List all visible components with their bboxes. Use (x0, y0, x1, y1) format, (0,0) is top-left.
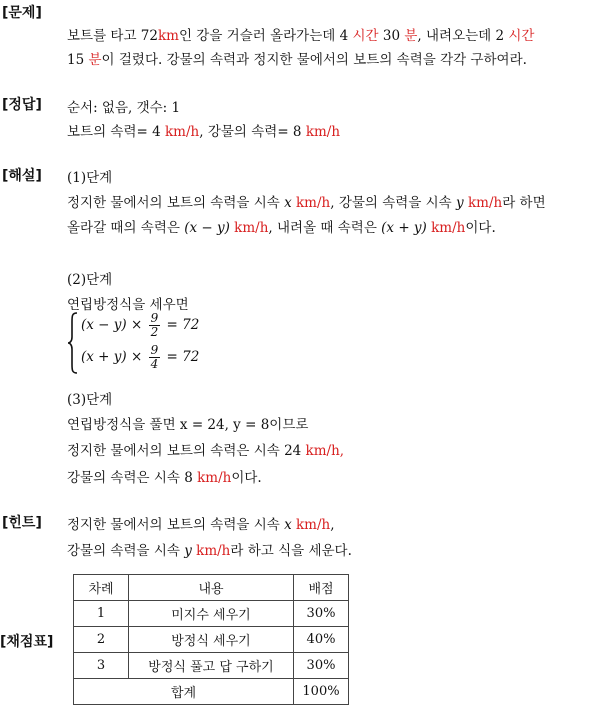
hint-line-2: 강물의 속력을 시속 y km/h라 하고 식을 세운다. (67, 543, 352, 559)
step-3-title: (3)단계 (67, 392, 113, 408)
scoring-label: [채점표] (0, 634, 54, 650)
hint-line-1: 정지한 물에서의 보트의 속력을 시속 x km/h, (67, 517, 335, 533)
step-2-line-a: 연립방정식을 세우면 (67, 297, 189, 313)
row-3-points: 30% (294, 653, 349, 679)
answer-line-2: 보트의 속력= 4 km/h, 강물의 속력= 8 km/h (67, 124, 341, 140)
table-row (74, 627, 349, 653)
step-2-title: (2)단계 (67, 272, 113, 288)
table-header-row (74, 575, 349, 601)
fraction-9-over-2: $\frac{9}{2}$ (150, 311, 159, 339)
answer-label: [정답] (2, 97, 42, 113)
header-order: 차례 (74, 575, 129, 601)
fraction-9-over-4: $\frac{9}{4}$ (150, 343, 159, 371)
scoring-table (73, 574, 349, 705)
hint-label: [힌트] (2, 515, 42, 531)
equation-system (67, 312, 227, 374)
row-1-points: 30% (294, 601, 349, 627)
row-2-order: 2 (74, 627, 129, 653)
row-1-order: 1 (74, 601, 129, 627)
step-3-line-c: 강물의 속력은 시속 8 km/h이다. (67, 470, 262, 486)
total-value: 100% (294, 679, 349, 705)
problem-label: [문제] (2, 5, 42, 21)
step-1-line-a: 정지한 물에서의 보트의 속력을 시속 x km/h, 강물의 속력을 시속 y km/h라 하면 (67, 195, 546, 211)
row-2-points: 40% (294, 627, 349, 653)
left-brace-icon (67, 312, 79, 374)
row-3-order: 3 (74, 653, 129, 679)
step-3-line-b: 정지한 물에서의 보트의 속력은 시속 24 km/h, (67, 443, 345, 459)
table-row (74, 601, 349, 627)
table-total-row (74, 679, 349, 705)
step-1-line-b: 올라갈 때의 속력은 (x − y) km/h, 내려올 때 속력은 (x + y) km/h이다. (67, 220, 496, 236)
row-2-content: 방정식 세우기 (129, 627, 294, 653)
solution-label: [해설] (2, 168, 42, 184)
problem-line-1: 보트를 타고 72km인 강을 거슬러 올라가는데 4 시간 30 분, 내려오는데 2 시간 (67, 28, 535, 44)
problem-line-2: 15 분이 걸렸다. 강물의 속력과 정지한 물에서의 보트의 속력을 각각 구하여라. (67, 52, 527, 68)
header-content: 내용 (129, 575, 294, 601)
equation-2: (x + y) × $\frac{9}{4}$ = 72 (81, 343, 200, 371)
step-3-line-a: 연립방정식을 풀면 x = 24, y = 8이므로 (67, 417, 309, 433)
total-label: 합계 (74, 679, 294, 705)
row-1-content: 미지수 세우기 (129, 601, 294, 627)
step-1-title: (1)단계 (67, 170, 113, 186)
row-3-content: 방정식 풀고 답 구하기 (129, 653, 294, 679)
table-row (74, 653, 349, 679)
equation-1: (x − y) × $\frac{9}{2}$ = 72 (81, 311, 200, 339)
answer-line-1: 순서: 없음, 갯수: 1 (67, 100, 181, 116)
header-points: 배점 (294, 575, 349, 601)
